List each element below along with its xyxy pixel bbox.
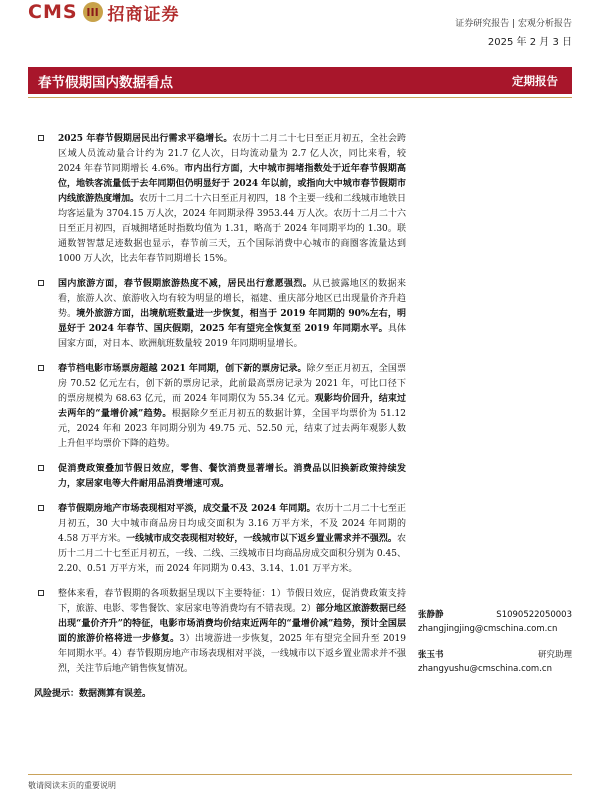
risk-warning <box>34 687 406 702</box>
para-tail: 根据除夕至正月初五的数据计算，全国平均票价为 51.12 元，2024 年和 2023 年同期分别为 49.75 元、52.50 元，结束了过去两年观影人数上升但平均票价下降的趋势。 <box>58 409 406 449</box>
report-title: 春节假期国内数据看点 <box>38 74 173 91</box>
para-tail: 农历十二月二十六日至正月初四，18 个主要一线和二线城市地铁日均客运量为 3704.15 万人次，2024 年同期录得 3953.44 万人次。农历十二月二十六日至正月初四，百城拥堵延时指数均值为 1.31，略高于 2024 年同期平均的 1.30。联通数智智慧足迹数据也显示，春节前三天，五个国际消费中心城市的商圈客流量达到 1000 万人次，比去年春节同期增长 15%。 <box>58 194 406 264</box>
analyst-panel <box>418 608 572 676</box>
para-text: 农历十二月二十七至正月初五，30 大中城市商品房日均成交面积为 3.16 万平方米，不及 2024 年同期的 4.58 万平方米。 <box>58 504 406 544</box>
para-lead: 春节档电影市场票房超越 2021 年同期，创下新的票房记录。 <box>58 364 307 374</box>
title-bar <box>28 67 572 94</box>
bullet-square-icon <box>38 590 44 596</box>
para-lead: 春节假期房地产市场表现相对平淡，成交量不及 2024 年同期。 <box>58 504 316 514</box>
company-logo <box>28 0 180 24</box>
para-lead: 促消费政策叠加节假日效应，零售、餐饮消费显著增长。消费品以旧换新政策持续发力，家居家电等大件耐用品消费增速可观。 <box>58 464 406 489</box>
para-text: 农历十二月二十七日至正月初五，全社会跨区域人员流动量合计约为 21.7 亿人次，日均流动量为 2.7 亿人次，同比来看，较 2024 年春节同期增长 4.6%。 <box>58 134 406 174</box>
paragraph-summary <box>34 587 406 677</box>
report-header-info <box>455 16 572 48</box>
title-divider <box>28 97 572 98</box>
analyst-row <box>418 608 572 622</box>
bullet-square-icon <box>38 135 44 141</box>
logo-emblem-icon: III <box>83 2 103 22</box>
report-type: 证券研究报告 | 宏观分析报告 <box>455 19 572 29</box>
para-highlight: 一线城市成交表现相对较好，一线城市以下返乡置业需求并不强烈。 <box>126 534 397 544</box>
paragraph-consumption <box>34 462 406 492</box>
para-text: 整体来看，春节假期的各项数据呈现以下主要特征：1）节假日效应，促消费政策支持下，旅游、电影、零售餐饮、家居家电等消费均有不错表现。2） <box>58 589 406 614</box>
analyst-role: 研究助理 <box>537 650 572 660</box>
footer-divider <box>28 774 572 775</box>
bullet-square-icon <box>38 280 44 286</box>
risk-text: 风险提示：数据测算有误差。 <box>34 689 152 699</box>
para-highlight: 市内出行方面，大中城市拥堵指数处于近年春节假期高位，地铁客流量低于去年同期但仍明显好于 2024 年以前，或指向大中城市春节假期市内线旅游热度增加。 <box>58 164 406 204</box>
report-body <box>34 132 406 712</box>
footer-note: 敬请阅读末页的重要说明 <box>28 781 116 790</box>
report-tag: 定期报告 <box>512 73 558 88</box>
para-tail: 农历十二月二十七至正月初五，一线、二线、三线城市日均商品房成交面积分别为 0.45、2.20、0.51 万平方米，而 2024 年同期为 0.43、3.14、1.01 万平方米。 <box>58 534 406 574</box>
para-highlight: 境外旅游方面，出境航班数量进一步恢复，相当于 2019 年同期的 90%左右，明显好于 2024 年春节、国庆假期，2025 年有望完全恢复至 2019 年同期水平。 <box>58 309 406 334</box>
analyst-email: zhangjingjing@cmschina.com.cn <box>418 624 558 634</box>
bullet-square-icon <box>38 465 44 471</box>
para-tail: 3）出境游进一步恢复，2025 年有望完全回升至 2019 年同期水平。4）春节假期房地产市场表现相对平淡，一线城市以下返乡置业需求并不强烈，关注节后地产销售恢复情况。 <box>58 634 406 674</box>
analyst-row <box>418 648 572 662</box>
analyst-cert-id: S1090522050003 <box>496 610 572 620</box>
report-date: 2025 年 2 月 3 日 <box>487 37 572 48</box>
para-lead: 国内旅游方面，春节假期旅游热度不减，居民出行意愿强烈。 <box>58 279 313 289</box>
para-text: 从已披露地区的数据来看，旅游人次、旅游收入均有较为明显的增长，福建、重庆部分地区已出现量价齐升趋势。 <box>58 279 406 319</box>
para-lead: 2025 年春节假期居民出行需求平稳增长。 <box>58 134 233 144</box>
analyst-email: zhangyushu@cmschina.com.cn <box>418 664 552 674</box>
paragraph-real-estate <box>34 502 406 577</box>
paragraph-travel <box>34 132 406 267</box>
para-highlight: 部分地区旅游数据已经出现“量价齐升”的特征，电影市场消费均价结束近两年的“量增价减”趋势，预计全国层面的旅游价格将进一步修复。 <box>58 604 406 644</box>
analyst-name: 张玉书 <box>418 650 444 660</box>
paragraph-tourism <box>34 277 406 352</box>
para-text: 除夕至正月初五，全国票房 70.52 亿元左右，创下新的票房记录，此前最高票房记录为 2021 年，可比口径下的票房规模为 68.63 亿元，而 2024 年同期仅为 55.34 亿元。 <box>58 364 406 404</box>
bullet-square-icon <box>38 505 44 511</box>
logo-cms-text: CMS <box>28 1 78 23</box>
paragraph-movie <box>34 362 406 452</box>
logo-company-name: 招商证券 <box>107 4 180 25</box>
para-tail: 具体国家方面，对日本、欧洲航班数量较 2019 年同期明显增长。 <box>58 324 406 349</box>
bullet-square-icon <box>38 365 44 371</box>
analyst-name: 张静静 <box>418 610 444 620</box>
para-highlight: 观影均价回升，结束过去两年的“量增价减”趋势。 <box>58 394 406 419</box>
